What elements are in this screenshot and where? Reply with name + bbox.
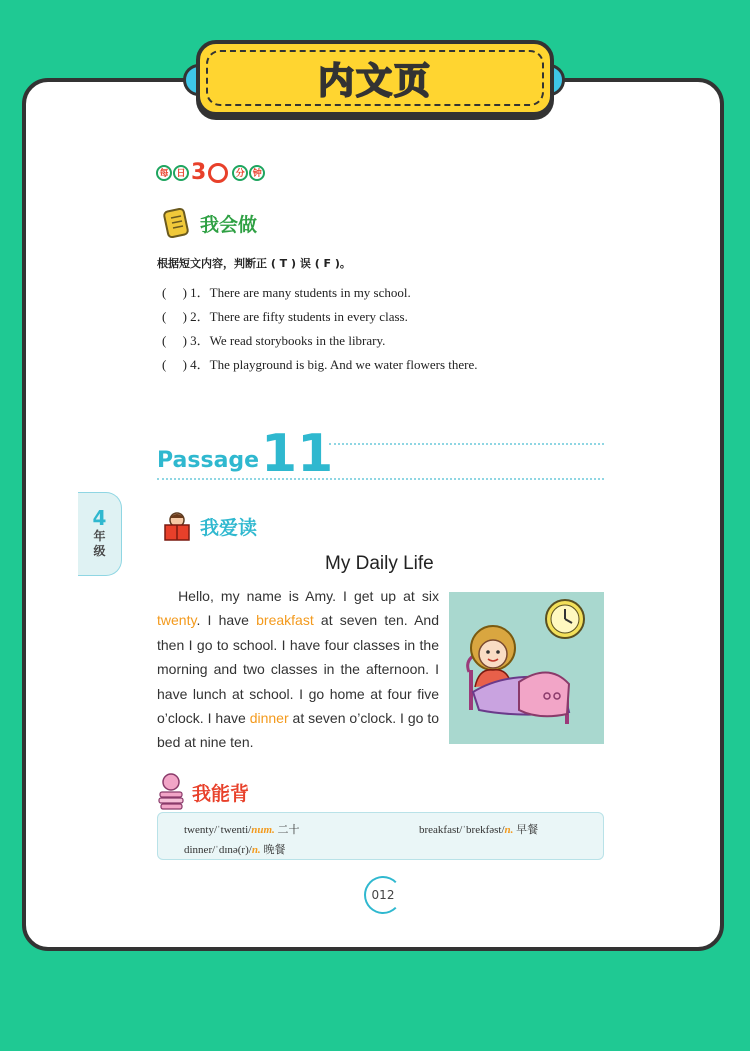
book-stack-icon <box>158 772 184 812</box>
banner-inner <box>206 50 544 106</box>
story-text <box>157 584 439 755</box>
logo-char: 分 <box>232 165 248 181</box>
grade-char: 年 <box>93 529 106 543</box>
vocab-pos: n. <box>251 844 261 856</box>
vocab-entry <box>419 821 538 837</box>
notebook-icon <box>160 207 192 239</box>
page-number: 012 <box>364 876 402 914</box>
vocab-entry <box>184 841 285 857</box>
grade-char: 级 <box>93 544 106 558</box>
vocab-word: breakfast/ˈbrekfəst/ <box>419 824 505 836</box>
question-item: ( ) 4．The playground is big. And we water flowers there. <box>162 357 478 372</box>
question-item: ( ) 1．There are many students in my school. <box>162 285 411 300</box>
highlight-word: breakfast <box>256 612 314 629</box>
question-item: ( ) 2．There are fifty students in every class. <box>162 309 408 324</box>
story-part: Hello, my name is Amy. I get up at six <box>178 588 439 604</box>
vocab-pos: n. <box>504 824 514 836</box>
daily-30-logo <box>156 160 265 185</box>
vocab-word: dinner/ˈdɪnə(r)/ <box>184 844 252 856</box>
logo-char: 每 <box>156 165 172 181</box>
section-do-header <box>160 207 257 239</box>
instruction-text: 根据短文内容，判断正 ( T ) 误 ( F )。 <box>157 257 351 270</box>
section-read-header <box>162 510 257 542</box>
banner <box>196 40 554 116</box>
passage-number: 11 <box>261 424 334 484</box>
section-recite-header <box>158 772 249 812</box>
vocab-meaning: 早餐 <box>513 824 539 836</box>
illustration <box>449 592 604 744</box>
vocab-box <box>157 812 604 860</box>
story-part: at seven o’clock. I go to bed at nine ten. <box>157 710 439 751</box>
highlight-word: twenty <box>157 612 197 629</box>
grade-number: 4 <box>92 506 107 530</box>
section-recite-label: 我能背 <box>192 782 250 805</box>
clock-icon <box>208 163 228 183</box>
question-item: ( ) 3．We read storybooks in the library. <box>162 333 386 348</box>
grade-tab <box>78 492 122 576</box>
passage-word: Passage <box>157 448 260 473</box>
reading-boy-icon <box>162 510 192 542</box>
divider <box>329 443 604 445</box>
girl-in-bed-illustration <box>449 592 604 744</box>
vocab-pos: num. <box>251 824 275 836</box>
passage-heading <box>157 424 604 484</box>
section-read-label: 我爱读 <box>200 516 258 539</box>
divider <box>157 478 604 480</box>
logo-char: 钟 <box>249 165 265 181</box>
logo-char: 日 <box>173 165 189 181</box>
vocab-meaning: 晚餐 <box>260 844 286 856</box>
section-do-label: 我会做 <box>200 213 258 236</box>
story-part: . I have <box>196 612 257 629</box>
banner-title: 内文页 <box>317 60 432 102</box>
vocab-meaning: 二十 <box>274 824 300 836</box>
story-part: at seven ten. And then I go to school. I have four classes in the morning and two classes in the afternoon. I have lunch at school. I go home at four five o’clock. I have <box>157 612 439 727</box>
logo-number: 3 <box>191 160 207 185</box>
highlight-word: dinner <box>249 710 289 727</box>
vocab-entry <box>184 821 300 837</box>
story-title: My Daily Life <box>325 553 434 574</box>
vocab-word: twenty/ˈtwenti/ <box>184 824 252 836</box>
